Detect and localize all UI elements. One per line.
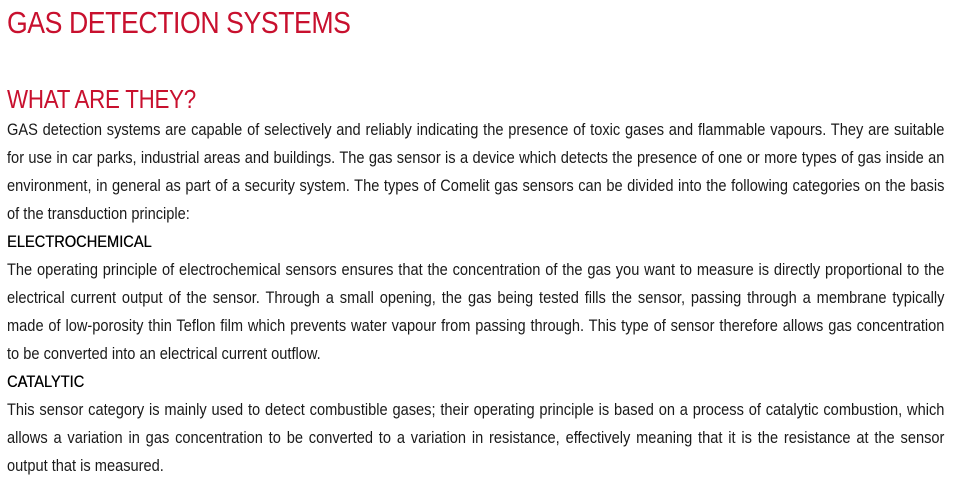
section-subtitle: WHAT ARE THEY? <box>7 84 196 114</box>
paragraph-catalytic: This sensor category is mainly used to detect combustible gases; their operating principle is based on a process of catalytic combustion, which allows a variation in gas concentration to be converted to a variation in resistance, effectively meaning that it is the resistance at the sensor output that is measured. <box>7 400 945 475</box>
intro-paragraph: GAS detection systems are capable of selectively and reliably indicating the presence of toxic gases and flammable vapours. They are suitable for use in car parks, industrial areas and buildings. The gas sensor is a device which detects the presence of one or more types of gas inside an environment, in general as part of a security system. The types of Comelit gas sensors can be divided into the following categories on the basis of the transduction principle: <box>7 120 945 223</box>
page-title: GAS DETECTION SYSTEMS <box>7 5 351 40</box>
heading-electrochemical: ELECTROCHEMICAL <box>7 232 152 251</box>
article-body <box>7 116 944 480</box>
paragraph-electrochemical: The operating principle of electrochemical sensors ensures that the concentration of the gas you want to measure is directly proportional to the electrical current output of the sensor. Through a small opening, the gas being tested fills the sensor, passing through a membrane typically made of low-porosity thin Teflon film which prevents water vapour from passing through. This type of sensor therefore allows gas concentration to be converted into an electrical current outflow. <box>7 260 945 363</box>
heading-catalytic: CATALYTIC <box>7 372 85 391</box>
